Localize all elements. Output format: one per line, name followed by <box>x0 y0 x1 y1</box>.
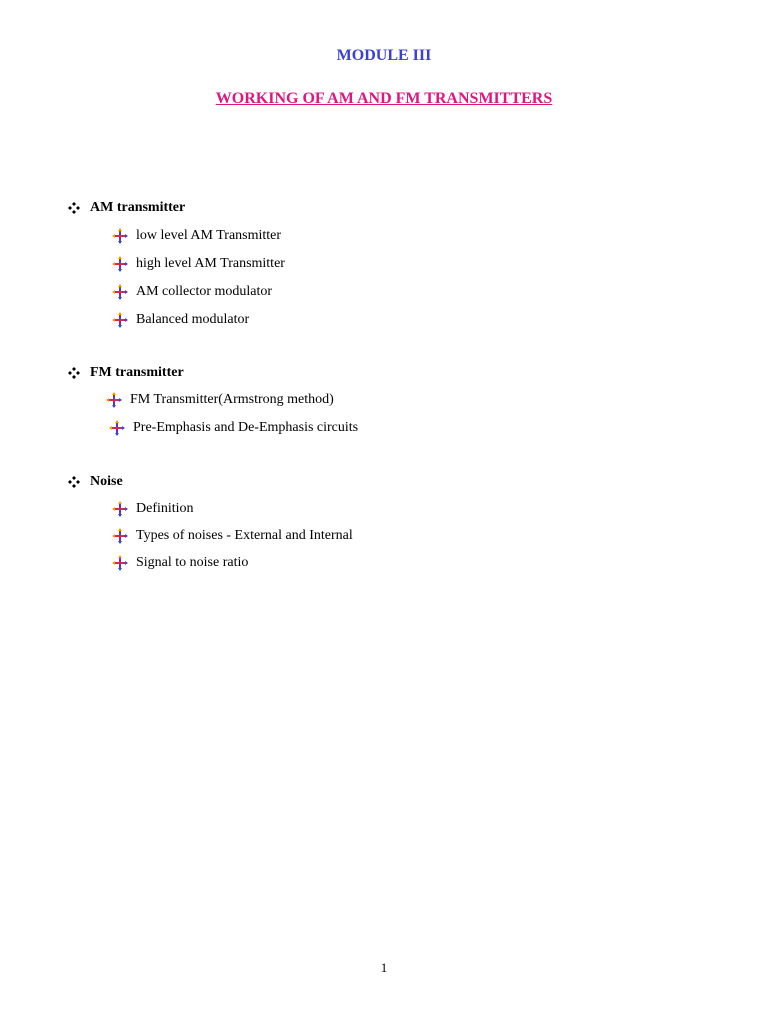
section-heading-text: FM transmitter <box>90 365 184 380</box>
list-item <box>112 226 281 246</box>
four-diamond-bullet-icon <box>68 476 80 488</box>
list-item <box>112 526 353 546</box>
four-arrow-bullet-icon <box>106 392 122 408</box>
four-arrow-bullet-icon <box>112 555 128 571</box>
section-heading-text: AM transmitter <box>90 200 186 215</box>
list-item-text: Signal to noise ratio <box>136 555 249 570</box>
list-item-text: low level AM Transmitter <box>136 228 282 243</box>
list-item <box>112 553 248 573</box>
four-arrow-bullet-icon <box>112 228 128 244</box>
four-arrow-bullet-icon <box>112 501 128 517</box>
section-fm-transmitter <box>68 363 184 383</box>
section-heading <box>68 472 123 492</box>
four-diamond-bullet-icon <box>68 202 80 214</box>
list-item <box>112 499 194 519</box>
list-item-text: high level AM Transmitter <box>136 256 285 271</box>
page-title: WORKING OF AM AND FM TRANSMITTERS <box>215 90 553 107</box>
module-title: MODULE III <box>336 47 432 64</box>
four-arrow-bullet-icon <box>112 284 128 300</box>
list-item-text: Pre-Emphasis and De-Emphasis circuits <box>133 420 359 435</box>
list-item-text: Balanced modulator <box>136 312 250 327</box>
list-item-text: AM collector modulator <box>136 284 273 299</box>
four-arrow-bullet-icon <box>112 312 128 328</box>
four-arrow-bullet-icon <box>109 420 125 436</box>
list-item <box>109 418 358 438</box>
section-heading <box>68 363 184 383</box>
list-item <box>112 282 272 302</box>
page-number: 1 <box>380 960 388 975</box>
list-item-text: Types of noises - External and Internal <box>136 528 353 543</box>
list-item-text: Definition <box>136 501 194 516</box>
four-diamond-bullet-icon <box>68 367 80 379</box>
section-am-transmitter <box>68 198 185 218</box>
list-item <box>106 390 334 410</box>
section-heading <box>68 198 185 218</box>
four-arrow-bullet-icon <box>112 528 128 544</box>
list-item <box>112 310 249 330</box>
four-arrow-bullet-icon <box>112 256 128 272</box>
section-heading-text: Noise <box>90 474 123 489</box>
list-item <box>112 254 285 274</box>
list-item-text: FM Transmitter(Armstrong method) <box>130 392 334 407</box>
section-noise <box>68 472 123 492</box>
